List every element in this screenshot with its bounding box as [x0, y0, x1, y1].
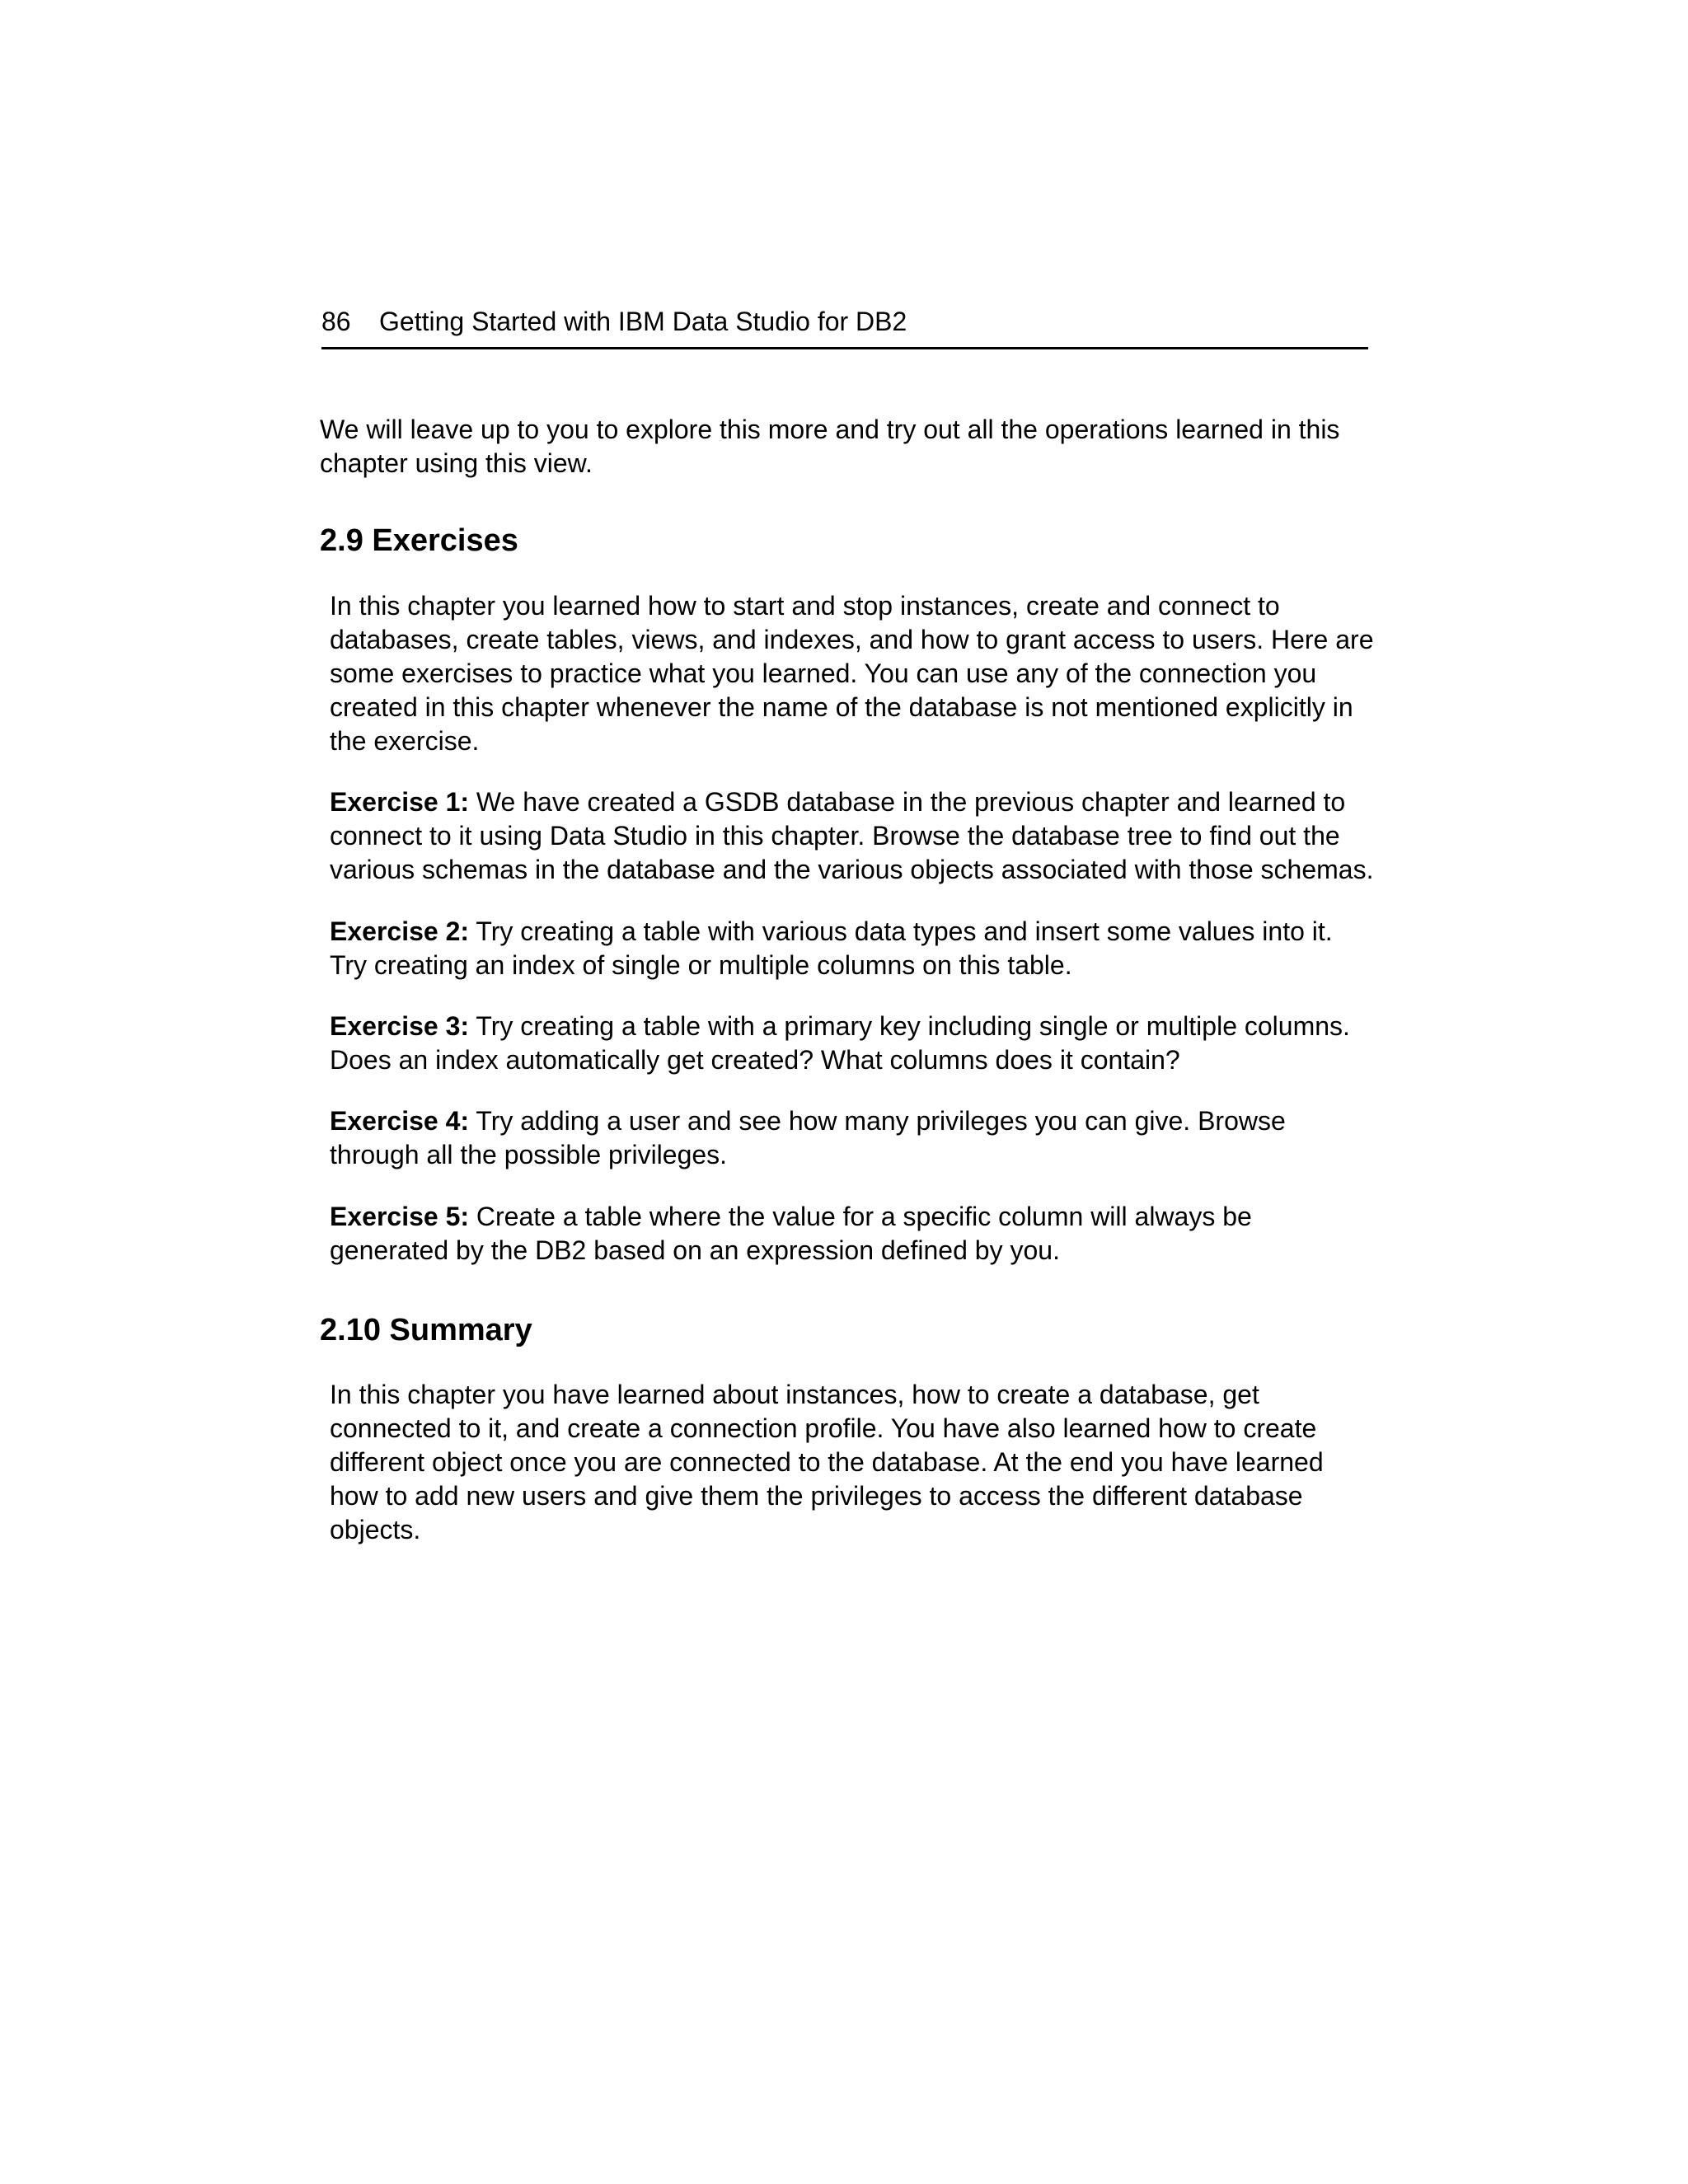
text-line — [330, 1010, 1350, 1043]
text-line: generated by the DB2 based on an expression defined by you. — [330, 1235, 1060, 1265]
exercise-text: Try creating a table with a primary key including single or multiple columns. — [469, 1011, 1350, 1041]
summary-paragraph — [330, 1378, 1324, 1547]
text-line: connect to it using Data Studio in this chapter. Browse the database tree to find out the — [330, 821, 1340, 851]
exercise-text: Create a table where the value for a specific column will always be — [469, 1202, 1252, 1231]
page-number: 86 — [321, 307, 351, 336]
text-line: Does an index automatically get created? What columns does it contain? — [330, 1045, 1180, 1075]
exercise-text: We have created a GSDB database in the previous chapter and learned to — [469, 787, 1346, 817]
text-line: objects. — [330, 1515, 421, 1544]
exercise-label: Exercise 5: — [330, 1202, 470, 1231]
text-line: In this chapter you have learned about instances, how to create a database, get — [330, 1380, 1259, 1409]
exercise-text: Try creating a table with various data types and insert some values into it. — [469, 916, 1333, 946]
exercise-2 — [330, 915, 1333, 982]
exercise-3 — [330, 1010, 1350, 1077]
text-line: through all the possible privileges. — [330, 1140, 728, 1169]
text-line: the exercise. — [330, 726, 480, 756]
exercises-intro-paragraph — [330, 589, 1373, 758]
text-line — [330, 1104, 1286, 1138]
text-line: databases, create tables, views, and indexes, and how to grant access to users. Here are — [330, 625, 1374, 654]
exercise-label: Exercise 4: — [330, 1106, 470, 1136]
running-title: Getting Started with IBM Data Studio for DB2 — [379, 307, 907, 336]
exercise-1 — [330, 785, 1373, 887]
text-line: some exercises to practice what you learned. You can use any of the connection you — [330, 658, 1317, 688]
exercise-text: Try adding a user and see how many privileges you can give. Browse — [469, 1106, 1286, 1136]
exercise-4 — [330, 1104, 1286, 1172]
exercise-label: Exercise 3: — [330, 1011, 470, 1041]
text-line: We will leave up to you to explore this more and try out all the operations learned in this — [320, 415, 1340, 444]
text-line: connected to it, and create a connection profile. You have also learned how to create — [330, 1413, 1317, 1443]
text-line — [330, 785, 1373, 819]
text-line — [330, 1200, 1252, 1234]
section-heading-exercises: 2.9 Exercises — [320, 523, 518, 558]
exercise-label: Exercise 2: — [330, 916, 470, 946]
exercise-label: Exercise 1: — [330, 787, 470, 817]
section-heading-summary: 2.10 Summary — [320, 1313, 532, 1347]
intro-paragraph — [320, 413, 1339, 480]
text-line: how to add new users and give them the privileges to access the different database — [330, 1481, 1303, 1511]
text-line: In this chapter you learned how to start and stop instances, create and connect to — [330, 591, 1280, 621]
exercise-5 — [330, 1200, 1252, 1268]
text-line — [330, 915, 1333, 949]
text-line: different object once you are connected to the database. At the end you have learned — [330, 1447, 1324, 1477]
page-header — [321, 305, 1368, 349]
text-line: chapter using this view. — [320, 448, 593, 478]
text-line: created in this chapter whenever the name of the database is not mentioned explicitly in — [330, 692, 1353, 722]
text-line: various schemas in the database and the various objects associated with those schemas. — [330, 855, 1374, 884]
text-line: Try creating an index of single or multiple columns on this table. — [330, 950, 1072, 980]
